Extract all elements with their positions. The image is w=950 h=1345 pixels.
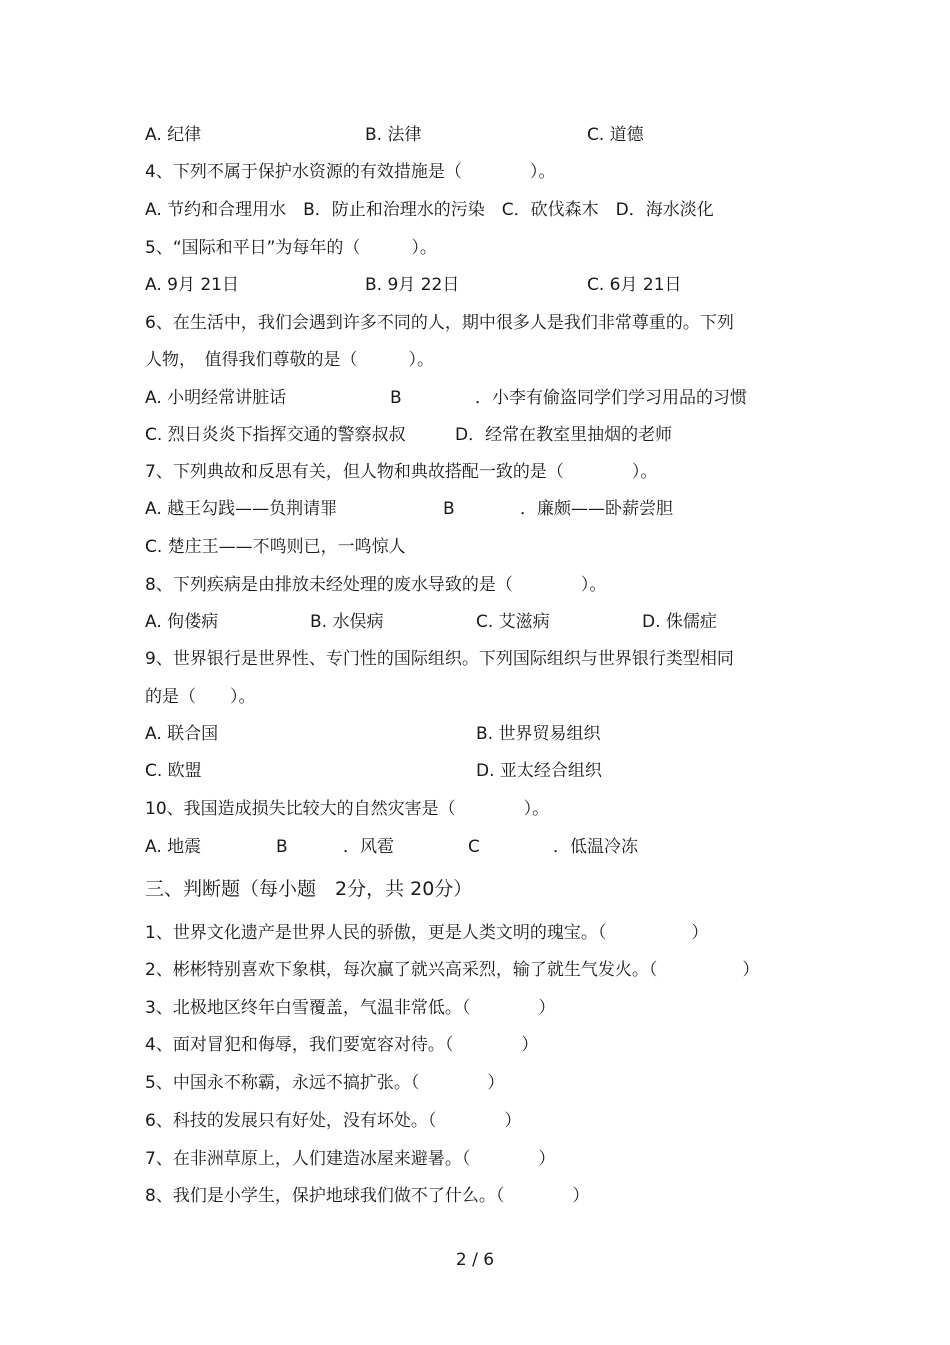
q10-option-b-text: ．风雹 bbox=[343, 837, 394, 857]
q6-option-d: D．经常在教室里抽烟的老师 bbox=[455, 425, 673, 445]
q6-option-b-text: ．小李有偷盗同学们学习用品的习惯 bbox=[475, 388, 747, 408]
q7-option-b-letter: B bbox=[443, 499, 455, 519]
q6-option-a: A. 小明经常讲脏话 bbox=[145, 388, 287, 408]
q9-option-a: A. 联合国 bbox=[145, 724, 219, 744]
q10-option-a: A. 地震 bbox=[145, 837, 202, 857]
q9-option-d: D. 亚太经合组织 bbox=[476, 761, 602, 781]
q9-option-b: B. 世界贸易组织 bbox=[476, 724, 601, 744]
q10-option-c-text: ．低温冷冻 bbox=[553, 837, 638, 857]
q5-option-a: A. 9月 21日 bbox=[145, 275, 239, 295]
q10-option-b-letter: B bbox=[276, 837, 288, 857]
q8-option-b: B. 水俣病 bbox=[310, 612, 384, 632]
q3-option-c: C. 道德 bbox=[587, 125, 644, 145]
q9-option-c: C. 欧盟 bbox=[145, 761, 202, 781]
q7-option-b-text: ．廉颇——卧薪尝胆 bbox=[520, 499, 673, 519]
page-number: 2 / 6 bbox=[455, 1250, 495, 1270]
q7-option-c: C. 楚庄王——不鸣则已，一鸣惊人 bbox=[145, 537, 406, 557]
q3-option-a: A. 纪律 bbox=[145, 125, 202, 145]
q6-option-c: C. 烈日炎炎下指挥交通的警察叔叔 bbox=[145, 425, 406, 445]
q5-option-b: B. 9月 22日 bbox=[365, 275, 460, 295]
q8-option-a: A. 佝偻病 bbox=[145, 612, 219, 632]
q8-option-d: D. 侏儒症 bbox=[642, 612, 717, 632]
q3-option-b: B. 法律 bbox=[365, 125, 422, 145]
q10-option-c-letter: C bbox=[468, 837, 480, 857]
q7-option-a: A. 越王勾践——负荆请罪 bbox=[145, 499, 338, 519]
q8-option-c: C. 艾滋病 bbox=[476, 612, 550, 632]
q5-option-c: C. 6月 21日 bbox=[587, 275, 682, 295]
q6-option-b-letter: B bbox=[390, 388, 402, 408]
